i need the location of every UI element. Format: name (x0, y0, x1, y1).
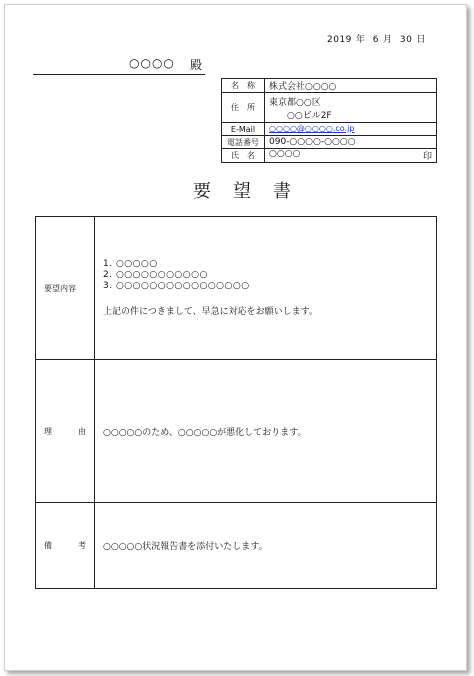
name-label: 氏 名 (222, 149, 265, 163)
name-cell (265, 149, 437, 163)
request-label-cell (36, 217, 95, 360)
date-year: 2019 (327, 35, 352, 45)
sender-phone-row (222, 136, 437, 149)
request-item-1: 1. ○○○○○ (103, 259, 158, 269)
email-label: E-Mail (222, 123, 265, 136)
date-year-unit: 年 (355, 35, 366, 45)
phone-label: 電話番号 (222, 136, 265, 149)
request-row (36, 217, 437, 360)
sender-company-row (222, 79, 437, 93)
request-item-3: 3. ○○○○○○○○○○○○○○○○ (103, 281, 250, 291)
reason-row (36, 360, 437, 503)
request-label: 要望内容 (44, 283, 76, 293)
reason-text: ○○○○○のため、○○○○○が悪化しております。 (95, 360, 437, 503)
reason-label-cell (36, 360, 95, 503)
address-label: 住 所 (222, 93, 265, 123)
reason-label: 理 由 (44, 426, 86, 436)
sender-name-row (222, 149, 437, 163)
issue-date (327, 32, 430, 45)
remarks-label: 備 考 (44, 541, 86, 550)
document-page (4, 4, 467, 671)
seal-mark: 印 (422, 152, 432, 162)
company-value: 株式会社○○○○ (265, 79, 437, 93)
sender-name: ○○○○ (269, 149, 301, 159)
addressee-name: ○○○○ (129, 56, 175, 70)
request-items (103, 259, 428, 292)
addressee (33, 55, 205, 75)
remarks-row (36, 503, 437, 589)
sender-email-row (222, 123, 437, 136)
addressee-honorific: 殿 (190, 58, 203, 72)
remarks-label-cell (36, 503, 95, 589)
request-item-2: 2. ○○○○○○○○○○○ (103, 270, 208, 280)
email-link[interactable]: ○○○○@○○○○.co.jp (269, 124, 355, 133)
date-day-unit: 日 (416, 35, 426, 45)
date-month-unit: 月 (383, 35, 393, 45)
date-day: 30 (399, 35, 413, 45)
date-month: 6 (372, 35, 380, 45)
request-closing: 上記の件につきまして、早急に対応をお願いします。 (103, 307, 318, 317)
address-line-2: ○○ビル2F (287, 110, 332, 121)
address-line-1: 東京都○○区 (269, 97, 321, 108)
remarks-text: ○○○○○状況報告書を添付いたします。 (95, 503, 437, 589)
request-table (35, 216, 437, 589)
address-value (265, 93, 437, 123)
phone-value: 090-○○○○-○○○○ (265, 136, 437, 149)
company-label: 名 称 (222, 79, 265, 93)
document-title: 要望書 (193, 181, 313, 202)
sender-info-table (221, 78, 437, 163)
request-content (95, 217, 437, 360)
sender-address-row (222, 93, 437, 123)
